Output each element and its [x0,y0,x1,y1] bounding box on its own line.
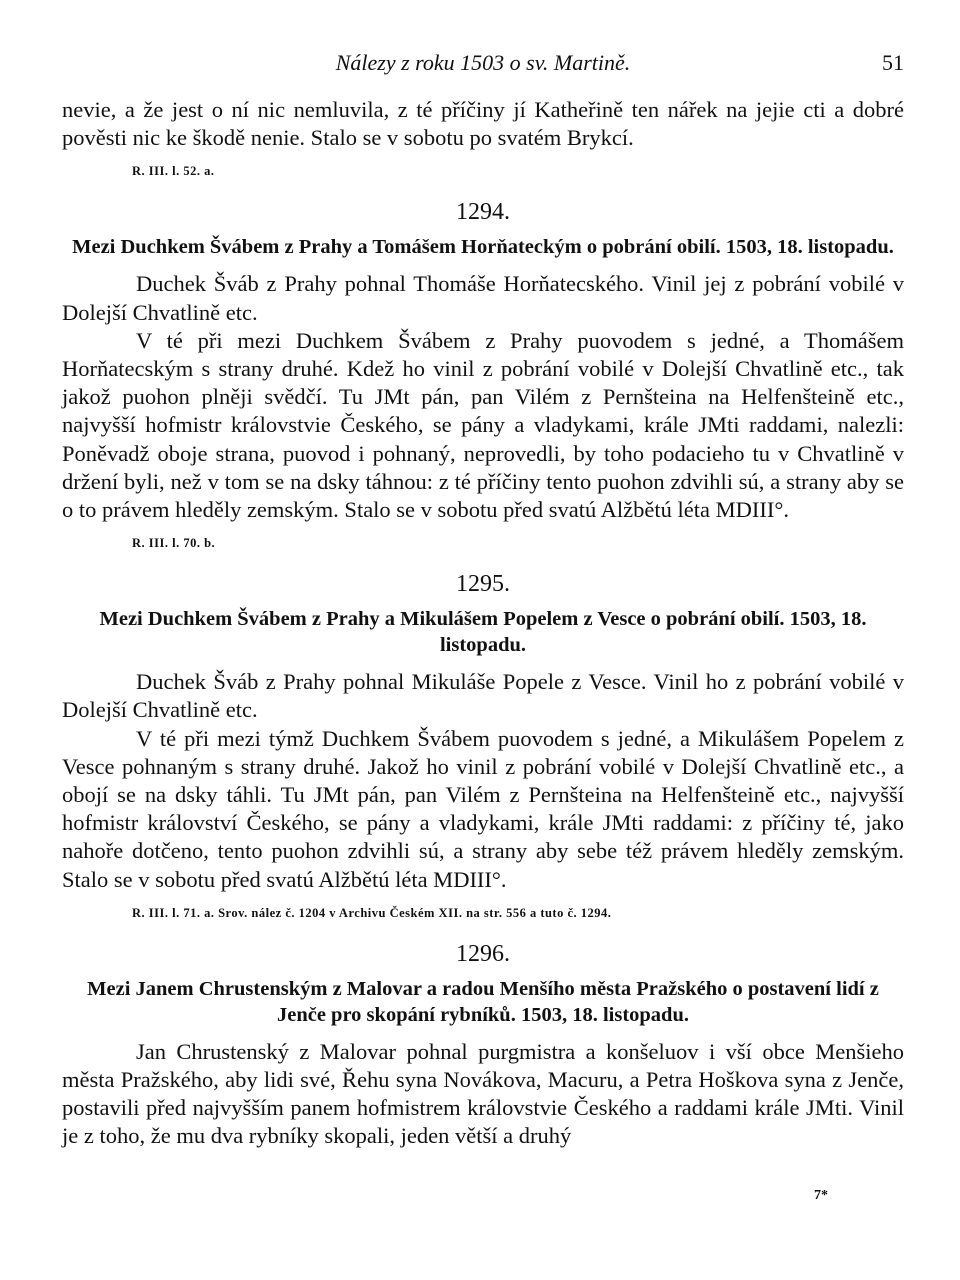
entry-paragraph: Duchek Šváb z Prahy pohnal Thomáše Horňatecského. Vinil jej z pobrání vobilé v Dolejší Chvatlině etc. [62,271,904,325]
running-title: Nálezy z roku 1503 o sv. Martině. [335,50,631,75]
entry-paragraph: V té při mezi Duchkem Švábem z Prahy puovodem s jedné, a Thomášem Horňatecským s strany druhé. Kdež ho vinil z pobrání vobilé v Dolejší Chvatlině etc., tak jakož puohon plněji svědčí. Tu JMt pán, pan Vilém z Pernšteina na Helfenšteině etc., najvyšší hofmistr královstvie Českého, se pány a vladykami, krále JMti raddami, nalezli: Poněvadž oboje strana, puovod i pohnaný, neprovedli, by toho podacieho tu v Chvatlině v držení byli, než v tom se na dsky táhnou: z té příčiny tento puohon zdvihli sú, a strany aby se o to právem hleděly zemským. Stalo se v sobotu před svatú Alžbětú léta MDIII°. [62,327,904,523]
running-head [62,50,904,82]
entry-1295 [62,571,904,921]
entry-summary: Mezi Janem Chrustenským z Malovar a radou Menšího města Pražského o postavení lidí z Jenče pro skopání rybníků. 1503, 18. listopadu. [87,977,879,1026]
source-reference: R. III. l. 71. a. Srov. nález č. 1204 v Archivu Českém XII. na str. 556 a tuto č. 1294. [132,905,612,920]
entry-number: 1294. [456,199,510,226]
page-body [62,96,904,1151]
source-reference: R. III. l. 52. a. [132,164,215,179]
entry-number: 1296. [456,940,510,967]
signature-mark: 7* [814,1188,828,1203]
continued-paragraph: nevie, a že jest o ní nic nemluvila, z té příčiny jí Katheřině ten nářek na jejie cti a dobré pověsti nic ke škodě nenie. Stalo se v sobotu po svatém Brykcí. [62,97,904,151]
entry-paragraph: Duchek Šváb z Prahy pohnal Mikuláše Popele z Vesce. Vinil ho z pobrání vobilé v Dolejší Chvatlině etc. [62,669,904,723]
entry-summary: Mezi Duchkem Švábem z Prahy a Tomášem Horňateckým o pobrání obilí. 1503, 18. listopadu. [72,236,894,259]
page-number: 51 [882,50,904,75]
entry-number: 1295. [456,571,510,598]
entry-1294 [62,199,904,551]
entry-summary: Mezi Duchkem Švábem z Prahy a Mikulášem Popelem z Vesce o pobrání obilí. 1503, 18. listopadu. [99,608,867,657]
source-reference: R. III. l. 70. b. [132,536,216,551]
entry-1296 [62,941,904,1151]
entry-paragraph: Jan Chrustenský z Malovar pohnal purgmistra a konšeluov i vší obce Menšieho města Pražského, aby lidi své, Řehu syna Novákova, Macuru, a Petra Hoškova syna z Jenče, postavili před najvyšším panem hofmistrem královstvie Českého a raddami krále JMti. Vinil je z toho, že mu dva rybníky skopali, jeden větší a druhý [62,1038,904,1149]
entry-paragraph: V té při mezi týmž Duchkem Švábem puovodem s jedné, a Mikulášem Popelem z Vesce pohnaným s strany druhé. Jakož ho vinil z pobrání vobilé v Dolejší Chvatlině etc., a obojí se na dsky táhli. Tu JMt pán, pan Vilém z Pernšteina na Helfenšteině etc., najvyšší hofmistr království Českého, se pány a vladykami, krále JMti raddami: z příčiny té, jako nahoře dotčeno, tento puohon zdvihli sú, a strany aby sebe též právem hleděly zemským. Stalo se v sobotu před svatú Alžbětú léta MDIII°. [62,725,904,892]
